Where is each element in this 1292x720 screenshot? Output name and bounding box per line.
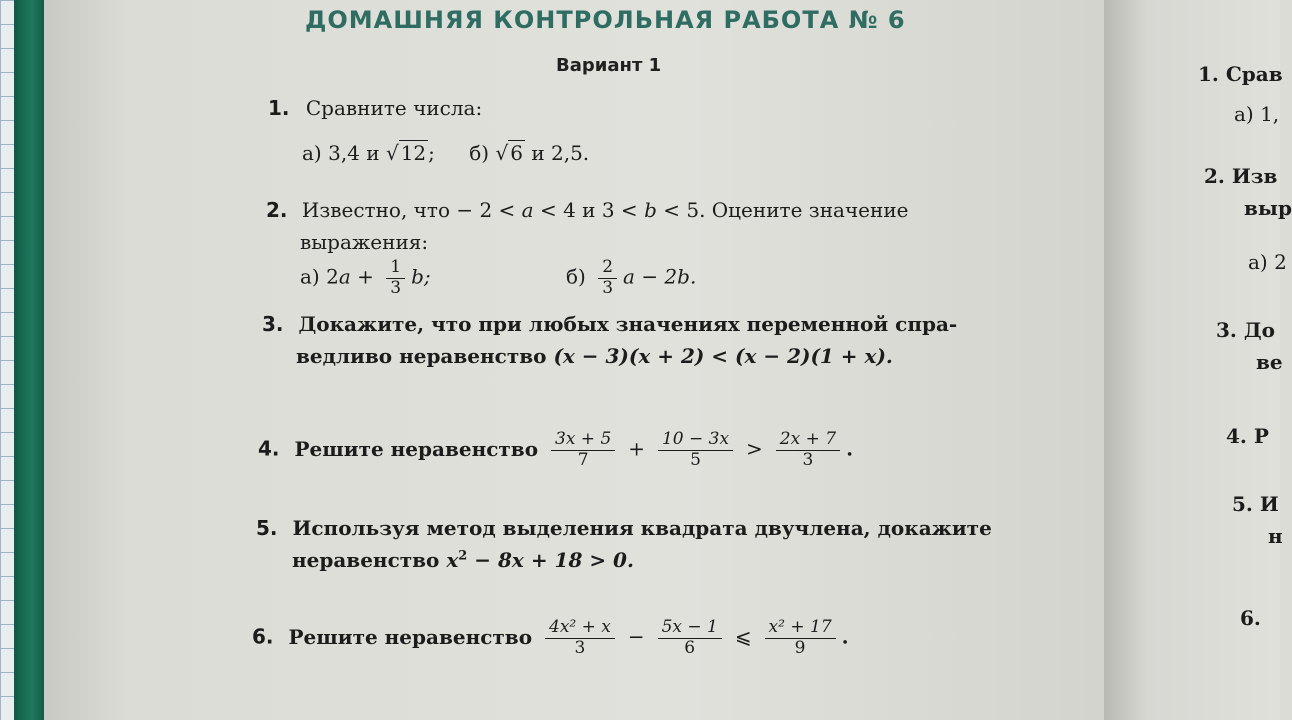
- task-text: Решите неравенство: [288, 624, 533, 649]
- numerator: 4x² + x: [545, 618, 615, 639]
- task-text: ведливо неравенство: [296, 344, 547, 368]
- denominator: 3: [802, 449, 814, 470]
- denominator: 7: [577, 449, 589, 470]
- variable-b: b: [644, 198, 657, 222]
- expression-tail: a − 2b.: [623, 264, 697, 289]
- book-spine: [14, 0, 44, 720]
- right-page-item: 1. Срав: [1198, 62, 1283, 86]
- option-a-lhs: 3,4 и: [328, 141, 380, 165]
- operator: +: [628, 436, 646, 461]
- task-2-line-2: выражения:: [300, 230, 429, 254]
- fraction-3: [765, 618, 836, 658]
- task-2-option-a: [300, 258, 431, 298]
- task-number: 6.: [252, 624, 274, 649]
- denominator: 3: [574, 637, 586, 658]
- numerator: 3x + 5: [551, 430, 615, 451]
- separator: ;: [428, 141, 435, 165]
- task-text: Сравните числа:: [305, 96, 483, 120]
- denominator: 6: [684, 637, 696, 658]
- numerator: 1: [386, 258, 405, 279]
- right-page-item: 6.: [1240, 606, 1261, 630]
- task-3-line-1: [262, 312, 957, 336]
- sqrt-radicand: 12: [400, 141, 427, 165]
- task-1-options: а) 3,4 и √ 12 ; б) √ 6 и 2,5.: [302, 141, 590, 165]
- operator: −: [627, 624, 645, 649]
- task-number: 4.: [258, 436, 280, 461]
- option-label: б): [566, 264, 586, 289]
- condition-text: Известно, что − 2 <: [301, 198, 516, 222]
- sqrt-radicand: 6: [510, 141, 523, 165]
- fraction: [386, 258, 405, 298]
- exponent: 2: [458, 548, 468, 564]
- task-number: 3.: [262, 312, 284, 336]
- option-b-label: б): [469, 141, 490, 165]
- fraction-1: [551, 430, 615, 470]
- page-title: ДОМАШНЯЯ КОНТРОЛЬНАЯ РАБОТА № 6: [305, 6, 906, 34]
- right-page-item: 3. До: [1216, 318, 1275, 342]
- right-page-item: а) 1,: [1234, 102, 1280, 126]
- numerator: 5x − 1: [658, 618, 722, 639]
- condition-text: < 4 и 3 <: [539, 198, 638, 222]
- right-page-item: а) 2: [1248, 250, 1287, 274]
- task-5-line-2: [292, 548, 634, 572]
- fraction: [598, 258, 617, 298]
- denominator: 9: [794, 637, 806, 658]
- variant-heading: Вариант 1: [556, 55, 662, 76]
- task-text: Докажите, что при любых значениях переменной спра-: [298, 312, 958, 336]
- task-text: Используя метод выделения квадрата двучлена, докажите: [292, 516, 992, 540]
- fraction-2: [658, 430, 733, 470]
- task-3-line-2: [296, 344, 893, 368]
- condition-text: < 5. Оцените значение: [663, 198, 909, 222]
- inequality: (x − 3)(x + 2) < (x − 2)(1 + x).: [553, 344, 893, 368]
- right-page-item: выр: [1244, 196, 1292, 220]
- task-4: [258, 430, 853, 470]
- show-through-text: [190, 40, 197, 64]
- fraction-3: [776, 430, 840, 470]
- right-page-item: 5. И: [1232, 492, 1279, 516]
- operator: ⩽: [734, 624, 752, 649]
- inequality: − 8x + 18 > 0.: [474, 548, 634, 572]
- fraction-1: [545, 618, 615, 658]
- variable: x: [446, 548, 459, 572]
- denominator: 5: [690, 449, 701, 470]
- period: .: [841, 624, 849, 649]
- denominator: 3: [390, 277, 402, 298]
- numerator: 2: [598, 258, 617, 279]
- right-page-item: 2. Изв: [1204, 164, 1278, 188]
- option-b-rhs: и 2,5.: [531, 141, 590, 165]
- task-number: 5.: [256, 516, 278, 540]
- option-label: а): [300, 264, 320, 289]
- right-page-item: ве: [1256, 350, 1283, 374]
- task-2-line-1: [266, 198, 909, 222]
- task-number: 2.: [266, 198, 288, 222]
- task-text: неравенство: [292, 548, 440, 572]
- task-5-line-1: [256, 516, 992, 540]
- fraction-2: [658, 618, 722, 658]
- task-number: 1.: [268, 96, 290, 120]
- numerator: x² + 17: [765, 618, 836, 639]
- task-text: Решите неравенство: [294, 436, 539, 461]
- right-page-item: 4. Р: [1226, 424, 1269, 448]
- numerator: 10 − 3x: [658, 430, 733, 451]
- period: .: [846, 436, 854, 461]
- operator: +: [357, 264, 374, 289]
- variable-a: a: [521, 198, 534, 222]
- option-a-label: а): [302, 141, 322, 165]
- right-page-item: н: [1268, 524, 1283, 548]
- variable: a: [338, 264, 351, 289]
- operator: >: [746, 436, 763, 461]
- task-1: [268, 96, 482, 120]
- coefficient: 2: [326, 264, 339, 289]
- denominator: 3: [602, 277, 614, 298]
- task-2-option-b: [566, 258, 696, 298]
- numerator: 2x + 7: [776, 430, 840, 451]
- task-6: [252, 618, 849, 658]
- expression-tail: b;: [411, 264, 431, 289]
